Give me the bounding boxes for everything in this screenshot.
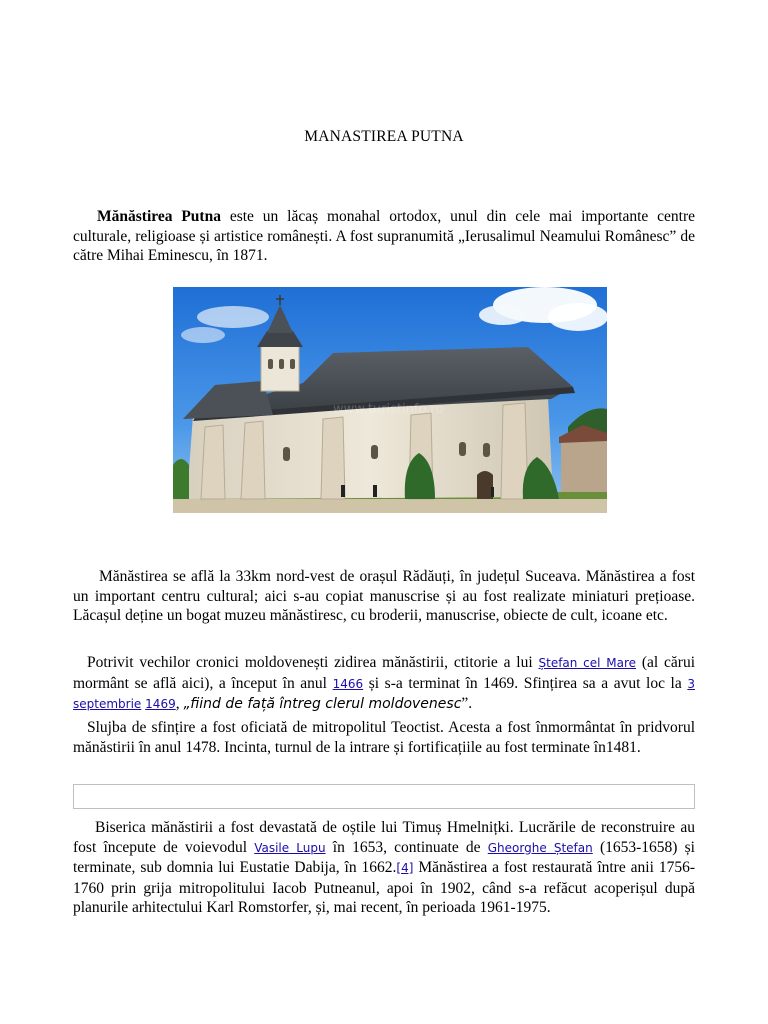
link-vasile-lupu[interactable]: Vasile Lupu xyxy=(254,840,326,855)
empty-text-box xyxy=(73,784,695,809)
history-quote: „fiind de față întreg clerul moldovenesc xyxy=(183,696,462,712)
link-1466[interactable]: 1466 xyxy=(332,676,364,691)
link-gheorghe-stefan[interactable]: Gheorghe Ștefan xyxy=(487,840,593,855)
restoration-paragraph xyxy=(73,818,695,918)
intro-text: este un lăcaș monahal ortodox, unul din cele mai importante centre culturale, religioase și artistice românești. A fost supranumită „Ierusalimul Neamului Românesc” de către Mihai Eminescu, în 1871. xyxy=(73,208,695,264)
photo-watermark: www.turistinfo.ro xyxy=(333,402,444,417)
restoration-text-4: Mănăstirea a fost restaurată între anii 1756-1760 prin grija mitropolitului Iacob Putneanul, apoi în 1902, când s-a refăcut acoperișul după planurile arhitectului Karl Romstorfer, și, mai recent, în perioada 1961-1975. xyxy=(73,859,695,916)
link-footnote-4[interactable]: [4] xyxy=(396,861,414,875)
history-text-5: , xyxy=(175,695,184,712)
history-text-6: ”. xyxy=(461,695,473,712)
history-text-3: și s-a terminat în 1469. Sfințirea sa a avut loc la xyxy=(363,674,688,692)
monastery-name-bold: Mănăstirea Putna xyxy=(97,208,221,225)
restoration-text-3: (1653-1658) și terminate, sub domnia lui Eustatie Dabija, în 1662. xyxy=(73,838,695,876)
document-title: MANASTIREA PUTNA xyxy=(304,128,464,145)
location-paragraph: Mănăstirea se află la 33km nord-vest de orașul Rădăuți, în județul Suceava. Mănăstirea a fost un important centru cultural; aici s-au copiat manuscrise și au fost realizate miniaturi prețioase. Lăcașul deține un bogat muzeu mănăstiresc, cu broderii, manuscrise, obiecte de cult, icoane etc. xyxy=(73,568,695,624)
monastery-photo xyxy=(173,287,607,513)
restoration-text-1: Biserica mănăstirii a fost devastată de oștile lui Timuș Hmelnițki. Lucrările de reconstruire au fost începute de voievodul xyxy=(73,819,695,856)
history-text-2: (al cărui mormânt se află aici), a început în anul xyxy=(73,654,696,692)
link-stefan-cel-mare[interactable]: Ștefan cel Mare xyxy=(538,656,637,670)
history-paragraph xyxy=(73,653,695,715)
consecration-paragraph: Slujba de sfințire a fost oficiată de mitropolitul Teoctist. Acesta a fost înmormântat în pridvorul mănăstirii în anul 1478. Incinta, turnul de la intrare și fortificațiile au fost terminate în1481. xyxy=(73,719,695,756)
history-text-1: Potrivit vechilor cronici moldovenești zidirea mănăstirii, ctitorie a lui xyxy=(87,654,539,671)
link-3-septembrie[interactable]: 3 septembrie xyxy=(73,676,695,711)
link-1469[interactable]: 1469 xyxy=(145,697,176,711)
intro-paragraph xyxy=(73,207,695,266)
restoration-text-2: în 1653, continuate de xyxy=(325,838,488,856)
